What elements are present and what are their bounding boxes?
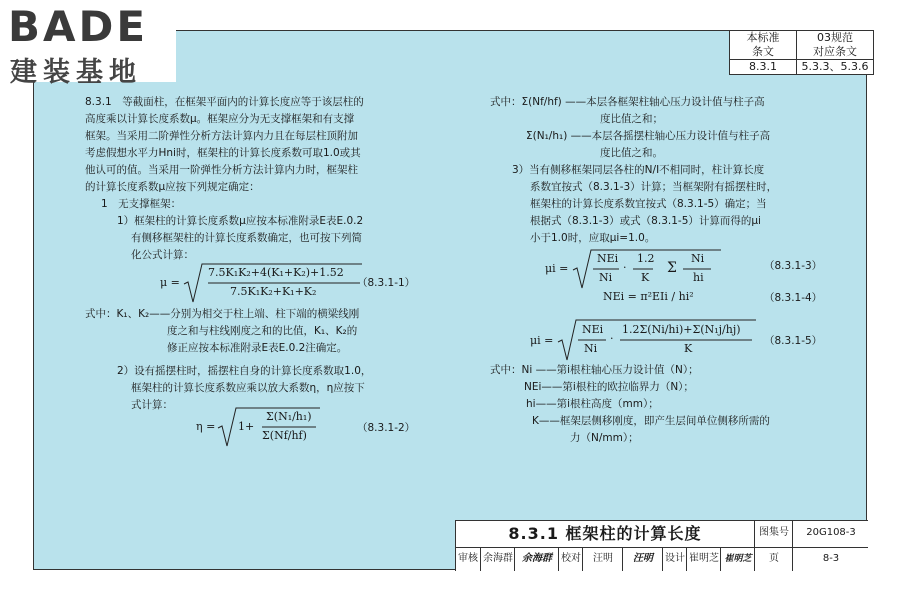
formula-lhs: η = — [196, 420, 216, 433]
ref-value-clause: 8.3.1 — [730, 60, 797, 75]
text-line: 有侧移框架柱的计算长度系数确定，也可按下列简 — [131, 232, 362, 244]
check-label: 校对 — [558, 547, 583, 571]
text-line: 度比值之和。 — [600, 147, 663, 159]
equation-number: （8.3.1-5） — [764, 335, 823, 347]
text-line: 化公式计算： — [131, 249, 194, 261]
equation-number: （8.3.1-2） — [357, 422, 416, 434]
fraction-bottom: Ni — [599, 271, 613, 284]
fraction-bottom: K — [684, 342, 693, 355]
formula-denominator: 7.5K₁K₂+K₁+K₂ — [230, 285, 317, 298]
text-line: 式中：K₁、K₂——分别为相交于柱上端、柱下端的横梁线刚 — [85, 308, 360, 320]
right-column-where — [490, 362, 840, 447]
text-line: 1 无支撑框架： — [101, 198, 182, 210]
left-column-where — [85, 306, 425, 414]
formula-numerator: Σ(N₁/h₁) — [266, 410, 312, 423]
text-line: 的计算长度系数μ应按下列规定确定： — [85, 181, 260, 193]
logo-brand: BADE — [8, 2, 149, 51]
fraction-top: Ni — [691, 252, 705, 265]
text-line: 高度乘以计算长度系数μ。框架应分为无支撑框架和有支撑 — [85, 113, 355, 125]
fraction-bottom: K — [641, 271, 650, 284]
atlas-number: 20G108-3 — [792, 521, 869, 547]
fraction-top: NEi — [582, 323, 604, 336]
designer-signature: 崔明芝 — [720, 547, 755, 571]
logo-subtitle: 建装基地 — [10, 57, 142, 88]
text-line: 8.3.1 等截面柱，在框架平面内的计算长度应等于该层柱的 — [85, 96, 364, 108]
ref-header-standard: 本标准 — [746, 31, 780, 44]
fraction-top: NEi — [597, 252, 619, 265]
text-line: hi——第i根柱高度（mm）； — [526, 398, 659, 410]
formula-numerator: 7.5K₁K₂+4(K₁+K₂)+1.52 — [208, 266, 344, 279]
reference-table — [729, 30, 874, 75]
sum-symbol: Σ — [667, 260, 677, 276]
text-line: 式中：Ni ——第i根柱轴心压力设计值（N）； — [490, 364, 699, 376]
text-line: 框架。当采用二阶弹性分析方法计算内力且在每层柱顶附加 — [85, 130, 358, 142]
ref-header-corresponding: 对应条文 — [813, 45, 857, 58]
fraction-bottom: hi — [693, 271, 704, 284]
equation-number: （8.3.1-3） — [764, 260, 823, 272]
text-line: 2）设有摇摆柱时，摇摆柱自身的计算长度系数取1.0， — [117, 365, 372, 377]
formula-denominator: Σ(Nf/hf) — [262, 429, 307, 442]
text-line: 根据式（8.3.1-3）或式（8.3.1-5）计算而得的μi — [530, 215, 761, 227]
right-column — [490, 94, 840, 247]
atlas-label: 图集号 — [754, 521, 793, 547]
text-line: 框架柱的计算长度系数宜按式（8.3.1-5）确定；当 — [530, 198, 767, 210]
formula-one: 1+ — [238, 420, 255, 433]
text-line: 度比值之和； — [600, 113, 663, 125]
text-line: 度之和与柱线刚度之和的比值，K₁、K₂的 — [167, 325, 358, 337]
text-line: K——框架层侧移刚度，即产生层间单位侧移所需的 — [532, 415, 770, 427]
formula-lhs: μi = — [530, 334, 554, 347]
text-line: 小于1.0时，应取μi=1.0。 — [530, 232, 656, 244]
fraction-top: 1.2 — [637, 252, 655, 265]
text-line: 修正应按本标准附录E表E.0.2注确定。 — [167, 342, 348, 354]
text-line: 考虑假想水平力Hni时，框架柱的计算长度系数可取1.0或其 — [85, 147, 361, 159]
formula-lhs: μi = — [545, 262, 569, 275]
reviewer-signature: 余海群 — [514, 547, 559, 571]
designer-name: 崔明芝 — [686, 547, 721, 571]
ref-header-03: 03规范 — [817, 31, 853, 44]
fraction-top: 1.2Σ(Ni/hi)+Σ(N₁j/hj) — [622, 323, 741, 336]
text-line: 系数宜按式（8.3.1-3）计算；当框架附有摇摆柱时， — [530, 181, 778, 193]
text-line: 力（N/mm）； — [570, 432, 639, 444]
text-line: 1）框架柱的计算长度系数μ应按本标准附录E表E.0.2 — [117, 215, 364, 227]
ref-header-clause: 条文 — [752, 45, 774, 58]
text-line: 式中：Σ(Nf/hf) ——本层各框架柱轴心压力设计值与柱子高 — [490, 96, 765, 108]
formula-lhs: μ = — [160, 276, 180, 289]
text-line: 框架柱的计算长度系数应乘以放大系数η，η应按下 — [131, 382, 365, 394]
design-label: 设计 — [662, 547, 687, 571]
text-line: NEi——第i根柱的欧拉临界力（N）； — [524, 381, 694, 393]
equation-number: （8.3.1-1） — [357, 277, 416, 289]
text-line: Σ(N₁/h₁) ——本层各摇摆柱轴心压力设计值与柱子高 — [526, 130, 771, 142]
fraction-bottom: Ni — [584, 342, 598, 355]
text-line: 3）当有侧移框架同层各柱的N/I不相同时，柱计算长度 — [512, 164, 765, 176]
page-label: 页 — [754, 547, 793, 571]
text-line: 他认可的值。当采用一阶弹性分析方法计算内力时，框架柱 — [85, 164, 358, 176]
review-label: 审核 — [458, 553, 478, 564]
ref-value-03: 5.3.3、5.3.6 — [797, 60, 874, 75]
checker-name: 汪明 — [582, 547, 623, 571]
left-column — [85, 94, 425, 264]
page-number: 8-3 — [792, 547, 869, 571]
logo — [6, 2, 176, 88]
checker-signature: 汪明 — [622, 547, 663, 571]
formula-8-3-1-4: NEi = π²EIi / hi² — [603, 290, 694, 303]
page-title: 8.3.1 框架柱的计算长度 — [508, 524, 702, 543]
title-block — [455, 520, 868, 571]
text-line: 式计算： — [131, 399, 173, 411]
reviewer-name: 余海群 — [480, 547, 515, 571]
equation-number: （8.3.1-4） — [764, 292, 823, 304]
